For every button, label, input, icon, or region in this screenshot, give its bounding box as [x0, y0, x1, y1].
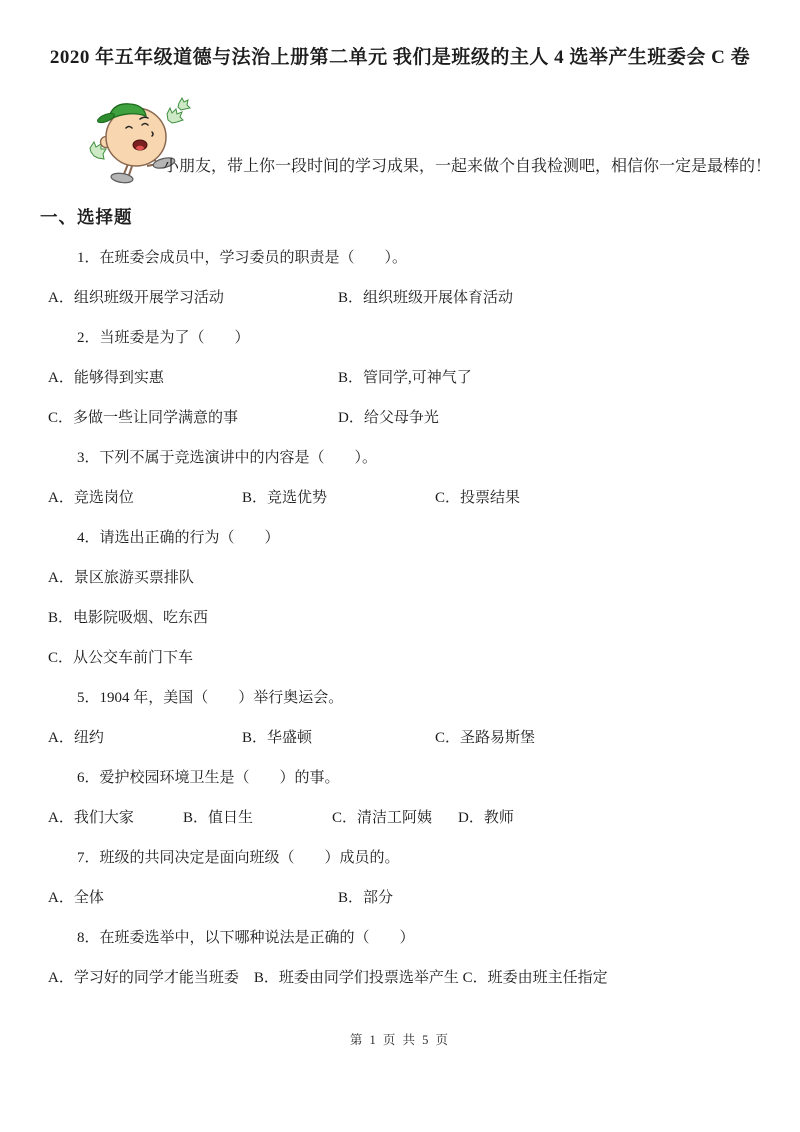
answer-option: A．组织班级开展学习活动: [48, 290, 224, 306]
mascot-tongue: [136, 146, 144, 150]
question-text: 2．当班委是为了（ ）: [77, 330, 250, 346]
answer-option: B．电影院吸烟、吃东西: [48, 610, 209, 626]
page-footer: 第 1 页 共 5 页: [349, 1033, 451, 1047]
question-text: 4．请选出正确的行为（ ）: [77, 530, 280, 546]
page-title: 2020 年五年级道德与法治上册第二单元 我们是班级的主人 4 选举产生班委会 C 卷: [49, 47, 751, 68]
answer-option: B．值日生: [183, 810, 254, 826]
answer-option: A．纽约: [48, 730, 104, 746]
answer-option: A．景区旅游买票排队: [48, 570, 194, 586]
answer-option: C．从公交车前门下车: [48, 650, 194, 666]
answer-option: B．组织班级开展体育活动: [338, 290, 514, 306]
question-text: 1．在班委会成员中，学习委员的职责是（ ）。: [77, 250, 408, 266]
question-block-4: [48, 520, 778, 680]
questions-container: [48, 240, 778, 1000]
question-block-6: [48, 760, 778, 840]
answer-option: A．竞选岗位: [48, 490, 134, 506]
answer-option: A．能够得到实惠: [48, 370, 164, 386]
answer-option: C．投票结果: [435, 490, 521, 506]
intro-text: 小朋友，带上你一段时间的学习成果，一起来做个自我检测吧，相信你一定是最棒的！: [163, 158, 772, 175]
answer-option: B．部分: [338, 890, 394, 906]
question-block-5: [48, 680, 778, 760]
question-block-1: [48, 240, 778, 320]
question-text: 5．1904 年，美国（ ）举行奥运会。: [77, 690, 344, 706]
mascot-raised-hand: [167, 98, 190, 123]
answer-option: A．学习好的同学才能当班委 B．班委由同学们投票选举产生 C．班委由班主任指定: [48, 970, 608, 986]
answer-option: C．圣路易斯堡: [435, 730, 536, 746]
question-block-8: [48, 920, 778, 1000]
answer-option: D．给父母争光: [338, 410, 439, 426]
answer-option: A．我们大家: [48, 810, 134, 826]
question-text: 3．下列不属于竞选演讲中的内容是（ ）。: [77, 450, 378, 466]
answer-option: B．华盛顿: [242, 730, 313, 746]
question-text: 8．在班委选举中，以下哪种说法是正确的（ ）: [77, 930, 415, 946]
answer-option: C．清洁工阿姨: [332, 810, 433, 826]
answer-option: B．竞选优势: [242, 490, 328, 506]
question-block-3: [48, 440, 778, 520]
answer-option: A．全体: [48, 890, 104, 906]
question-text: 6．爱护校园环境卫生是（ ）的事。: [77, 770, 340, 786]
answer-option: C．多做一些让同学满意的事: [48, 410, 239, 426]
question-block-2: [48, 320, 778, 440]
answer-option: B．管同学,可神气了: [338, 370, 472, 386]
answer-option: D．教师: [458, 810, 514, 826]
question-text: 7．班级的共同决定是面向班级（ ）成员的。: [77, 850, 400, 866]
section-heading: 一、选择题: [40, 207, 133, 227]
question-block-7: [48, 840, 778, 920]
